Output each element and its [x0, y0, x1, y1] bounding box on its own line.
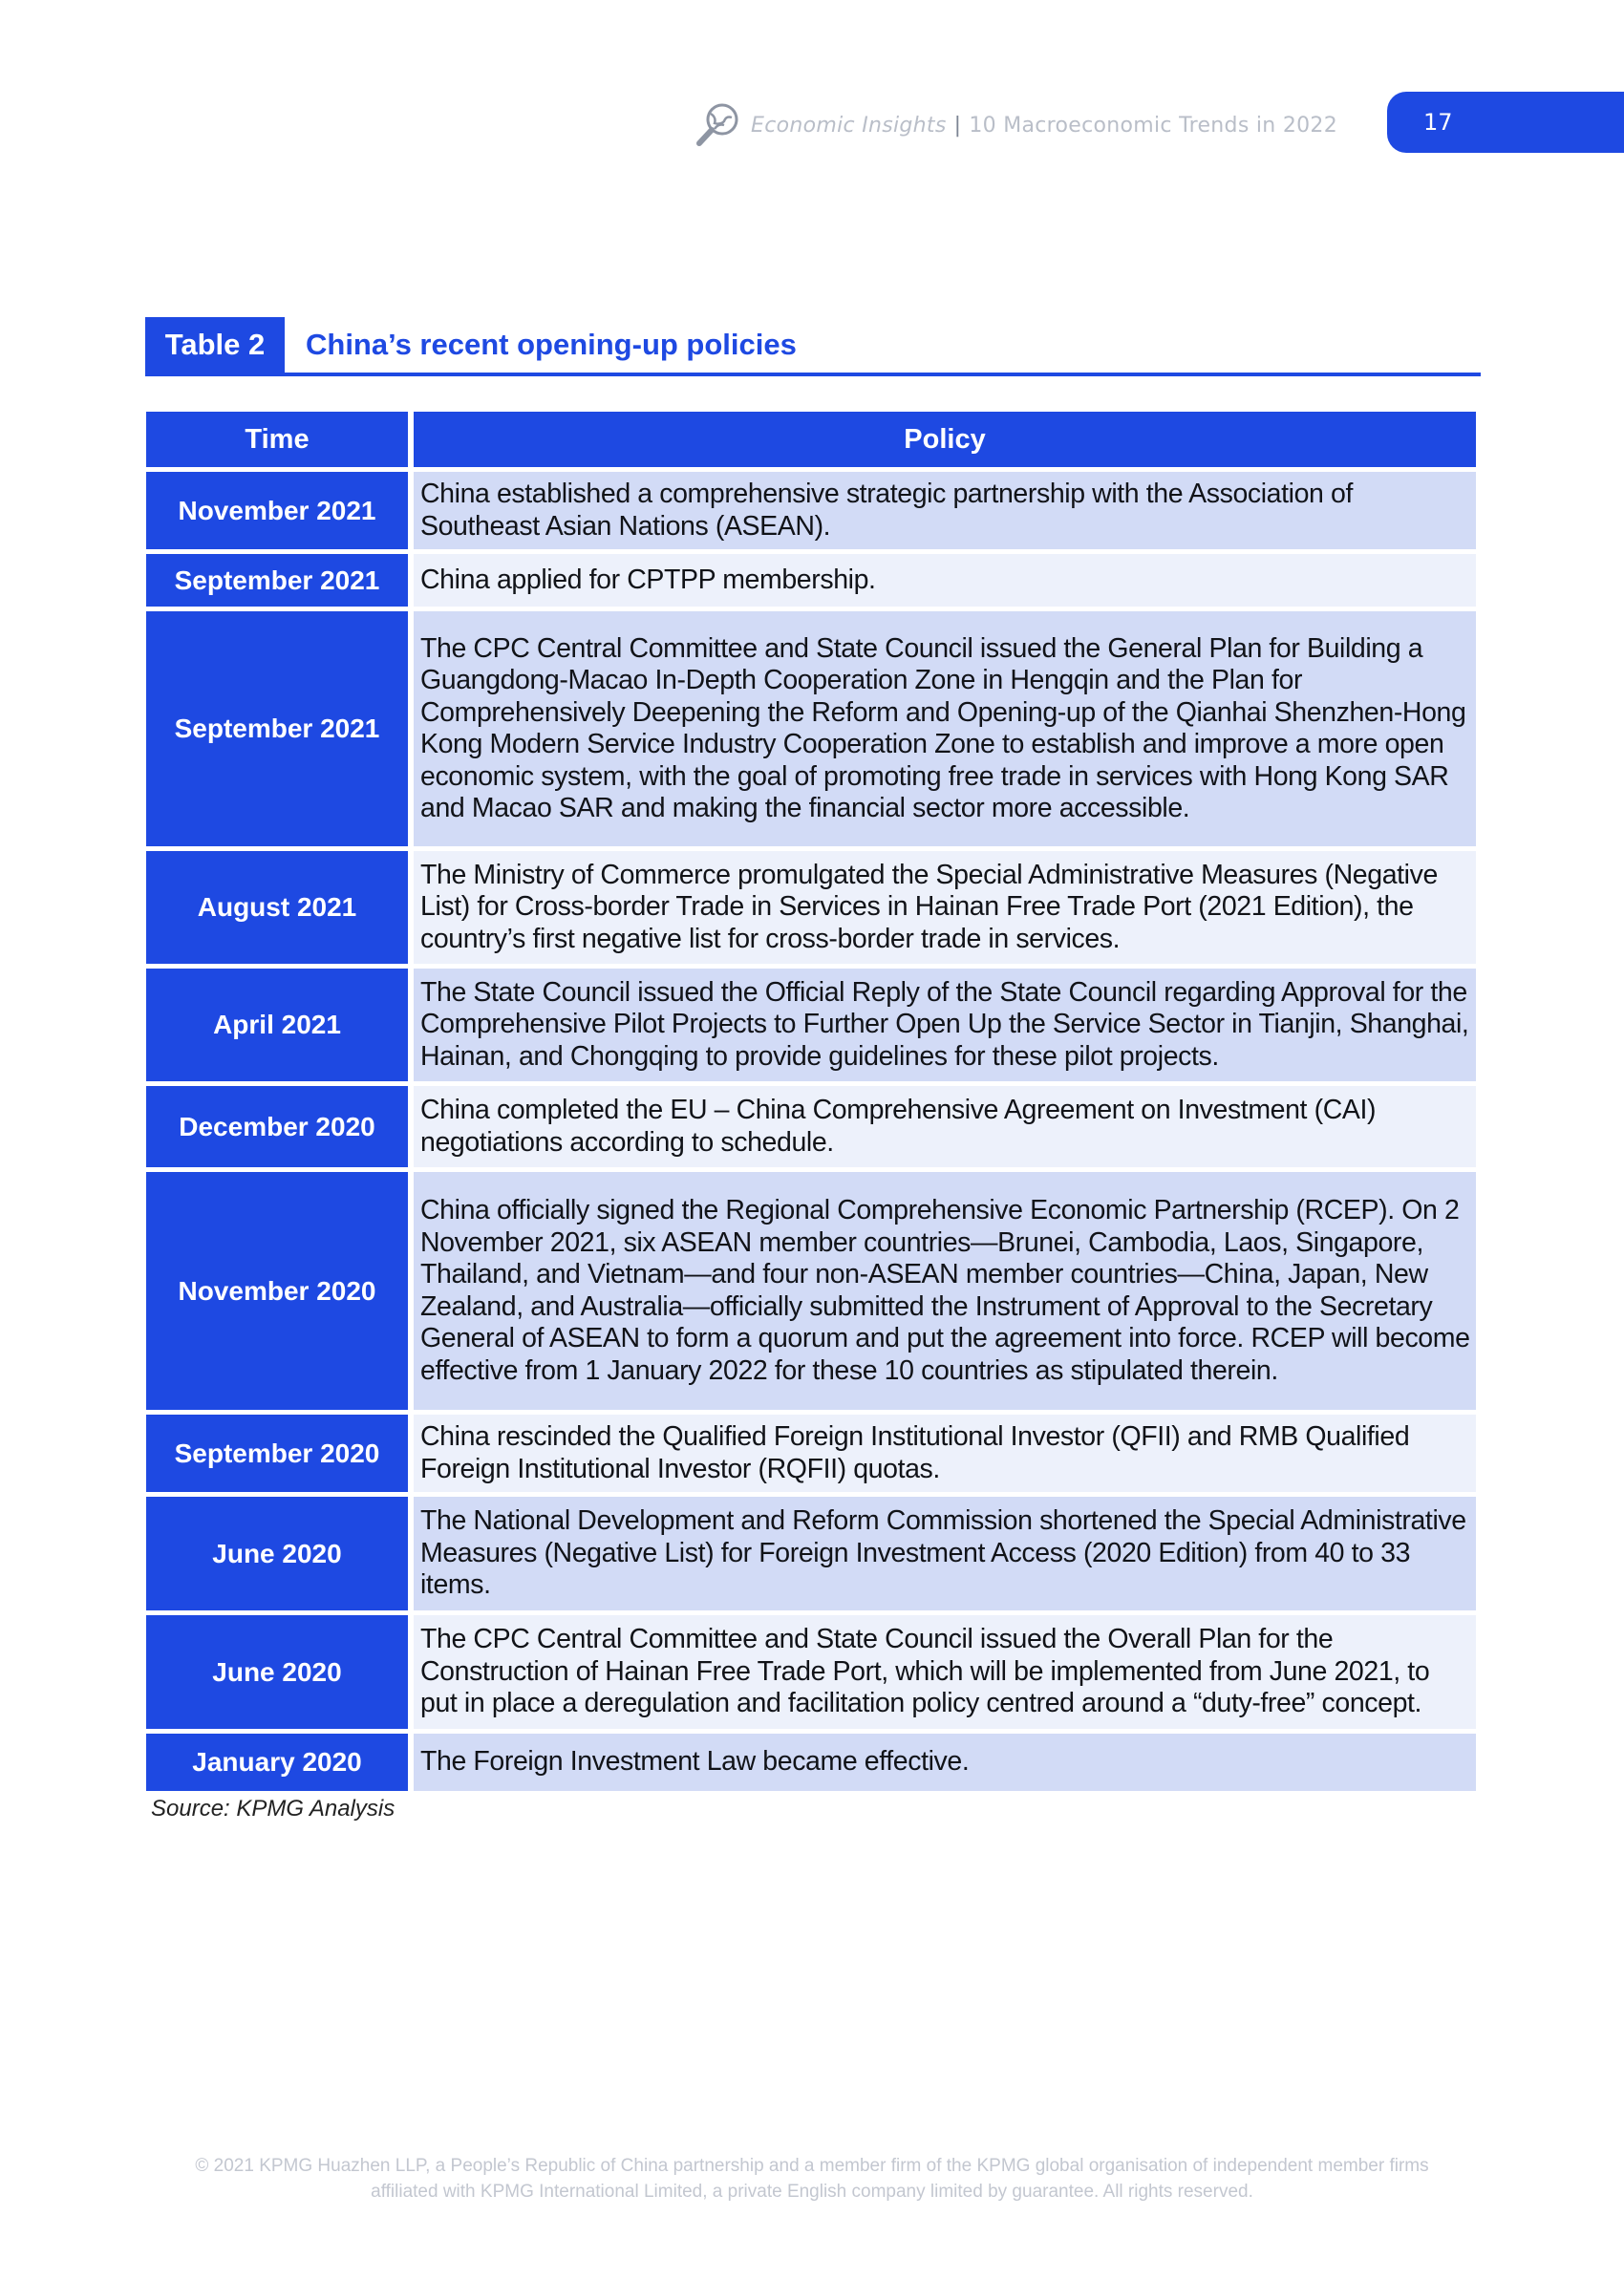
header-subtitle: 10 Macroeconomic Trends in 2022 — [969, 113, 1338, 138]
header-separator: | — [953, 113, 962, 138]
globe-magnifier-icon — [694, 100, 743, 150]
time-cell: April 2021 — [146, 969, 414, 1081]
policy-cell: China rescinded the Qualified Foreign Institutional Investor (QFII) and RMB Qualified Foreign Institutional Investor (RQFII) quotas. — [414, 1415, 1476, 1492]
table-row — [146, 969, 1476, 1081]
table-title-bar — [145, 317, 1481, 376]
table-row — [146, 1497, 1476, 1610]
policy-cell: China established a comprehensive strategic partnership with the Association of Southeast Asian Nations (ASEAN). — [414, 472, 1476, 549]
policy-cell: China officially signed the Regional Comprehensive Economic Partnership (RCEP). On 2 November 2021, six ASEAN member countries—Brunei, Cambodia, Laos, Singapore, Thailand, and Vietnam—and four non-ASEAN member countries—China, Japan, New Zealand, and Australia—officially submitted the Instrument of Approval to the Secretary General of ASEAN to form a quorum and put the agreement into force. RCEP will become effective from 1 January 2022 for these 10 countries as stipulated therein. — [414, 1172, 1476, 1410]
table-row — [146, 851, 1476, 964]
policy-cell: The CPC Central Committee and State Council issued the Overall Plan for the Construction of Hainan Free Trade Port, which will be implemented from June 2021, to put in place a deregulation and facilitation policy centred around a “duty-free” concept. — [414, 1615, 1476, 1729]
policy-cell: China completed the EU – China Comprehensive Agreement on Investment (CAI) negotiations according to schedule. — [414, 1086, 1476, 1167]
table-caption: China’s recent opening-up policies — [306, 328, 797, 361]
table-row — [146, 554, 1476, 607]
policy-cell: The CPC Central Committee and State Council issued the General Plan for Building a Guangdong-Macao In-Depth Cooperation Zone in Hengqin and the Plan for Comprehensively Deepening the Reform and Opening-up of the Qianhai Shenzhen-Hong Kong Modern Service Industry Cooperation Zone to establish and improve a more open economic system, with the goal of promoting free trade in services with Hong Kong SAR and Macao SAR and making the financial sector more accessible. — [414, 611, 1476, 846]
page-number: 17 — [1423, 109, 1453, 136]
policy-cell: The National Development and Reform Commission shortened the Special Administrative Measures (Negative List) for Foreign Investment Access (2020 Edition) from 40 to 33 items. — [414, 1497, 1476, 1610]
page-number-badge — [1387, 92, 1624, 153]
table-label: Table 2 — [145, 317, 285, 376]
time-cell: June 2020 — [146, 1615, 414, 1729]
policy-cell: China applied for CPTPP membership. — [414, 554, 1476, 607]
footer-line-1: © 2021 KPMG Huazhen LLP, a People’s Republic of China partnership and a member firm of the KPMG global organisation of independent member firms — [195, 2156, 1429, 2176]
time-cell: June 2020 — [146, 1497, 414, 1610]
time-cell: November 2020 — [146, 1172, 414, 1410]
column-header-policy: Policy — [414, 412, 1476, 467]
policy-cell: The Foreign Investment Law became effective. — [414, 1734, 1476, 1791]
time-cell: January 2020 — [146, 1734, 414, 1791]
column-header-time: Time — [146, 412, 414, 467]
table-row — [146, 1172, 1476, 1410]
table-row — [146, 1086, 1476, 1167]
copyright-footer — [143, 2153, 1481, 2205]
time-cell: November 2021 — [146, 472, 414, 549]
footer-line-2: affiliated with KPMG International Limited, a private English company limited by guarantee. All rights reserved. — [371, 2182, 1253, 2202]
time-cell: September 2021 — [146, 554, 414, 607]
table-row — [146, 1734, 1476, 1791]
table-row — [146, 1415, 1476, 1492]
time-cell: September 2021 — [146, 611, 414, 846]
policies-table — [146, 407, 1476, 1796]
page-header — [694, 92, 1337, 159]
time-cell: September 2020 — [146, 1415, 414, 1492]
table-row — [146, 1615, 1476, 1729]
table-row — [146, 472, 1476, 549]
table-header-row — [146, 412, 1476, 467]
header-brand: Economic Insights — [751, 113, 947, 138]
time-cell: December 2020 — [146, 1086, 414, 1167]
time-cell: August 2021 — [146, 851, 414, 964]
policy-cell: The State Council issued the Official Reply of the State Council regarding Approval for the Comprehensive Pilot Projects to Further Open Up the Service Sector in Tianjin, Shanghai, Hainan, and Chongqing to provide guidelines for these pilot projects. — [414, 969, 1476, 1081]
table-row — [146, 611, 1476, 846]
policy-cell: The Ministry of Commerce promulgated the Special Administrative Measures (Negative List) for Cross-border Trade in Services in Hainan Free Trade Port (2021 Edition), the country’s first negative list for cross-border trade in services. — [414, 851, 1476, 964]
source-note: Source: KPMG Analysis — [151, 1796, 395, 1822]
